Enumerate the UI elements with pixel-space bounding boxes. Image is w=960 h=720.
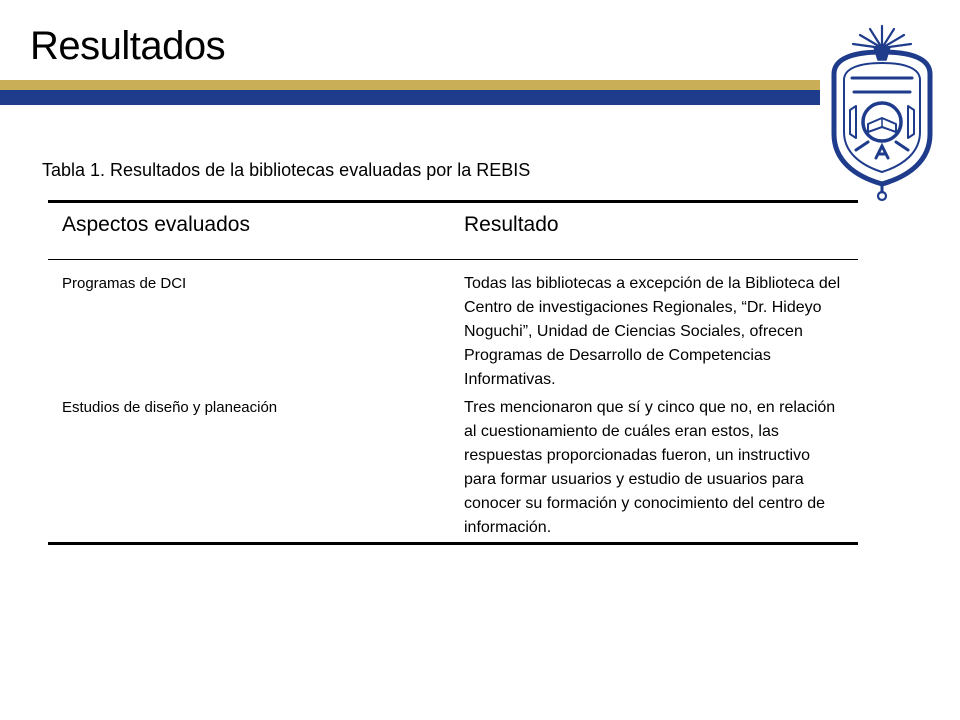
slide-title: Resultados [30,24,226,68]
university-seal-logo [820,18,945,203]
aspect-cell: Programas de DCI [62,275,187,292]
results-table [48,200,858,545]
table-caption: Tabla 1. Resultados de la bibliotecas evaluadas por la REBIS [42,160,531,180]
column-header-aspect: Aspectos evaluados [62,213,250,236]
aspect-cell: Estudios de diseño y planeación [62,399,278,416]
title-underline-blue [0,90,820,105]
title-underline-gold [0,80,820,90]
result-cell: Tres mencionaron que sí y cinco que no, en relación al cuestionamiento de cuáles eran estos, las respuestas proporcionadas fueron, un instructivo para formar usuarios y estudio de usuarios para conocer su formación y conocimiento del centro de información. [464,399,836,536]
column-header-result: Resultado [464,213,559,236]
table-row [48,392,858,544]
table-row [48,260,858,393]
table-header-row [48,202,858,260]
result-cell: Todas las bibliotecas a excepción de la Biblioteca del Centro de investigaciones Regionales, “Dr. Hideyo Noguchi”, Unidad de Ciencias Sociales, ofrecen Programas de Desarrollo de Competencias Informativas. [464,275,841,388]
